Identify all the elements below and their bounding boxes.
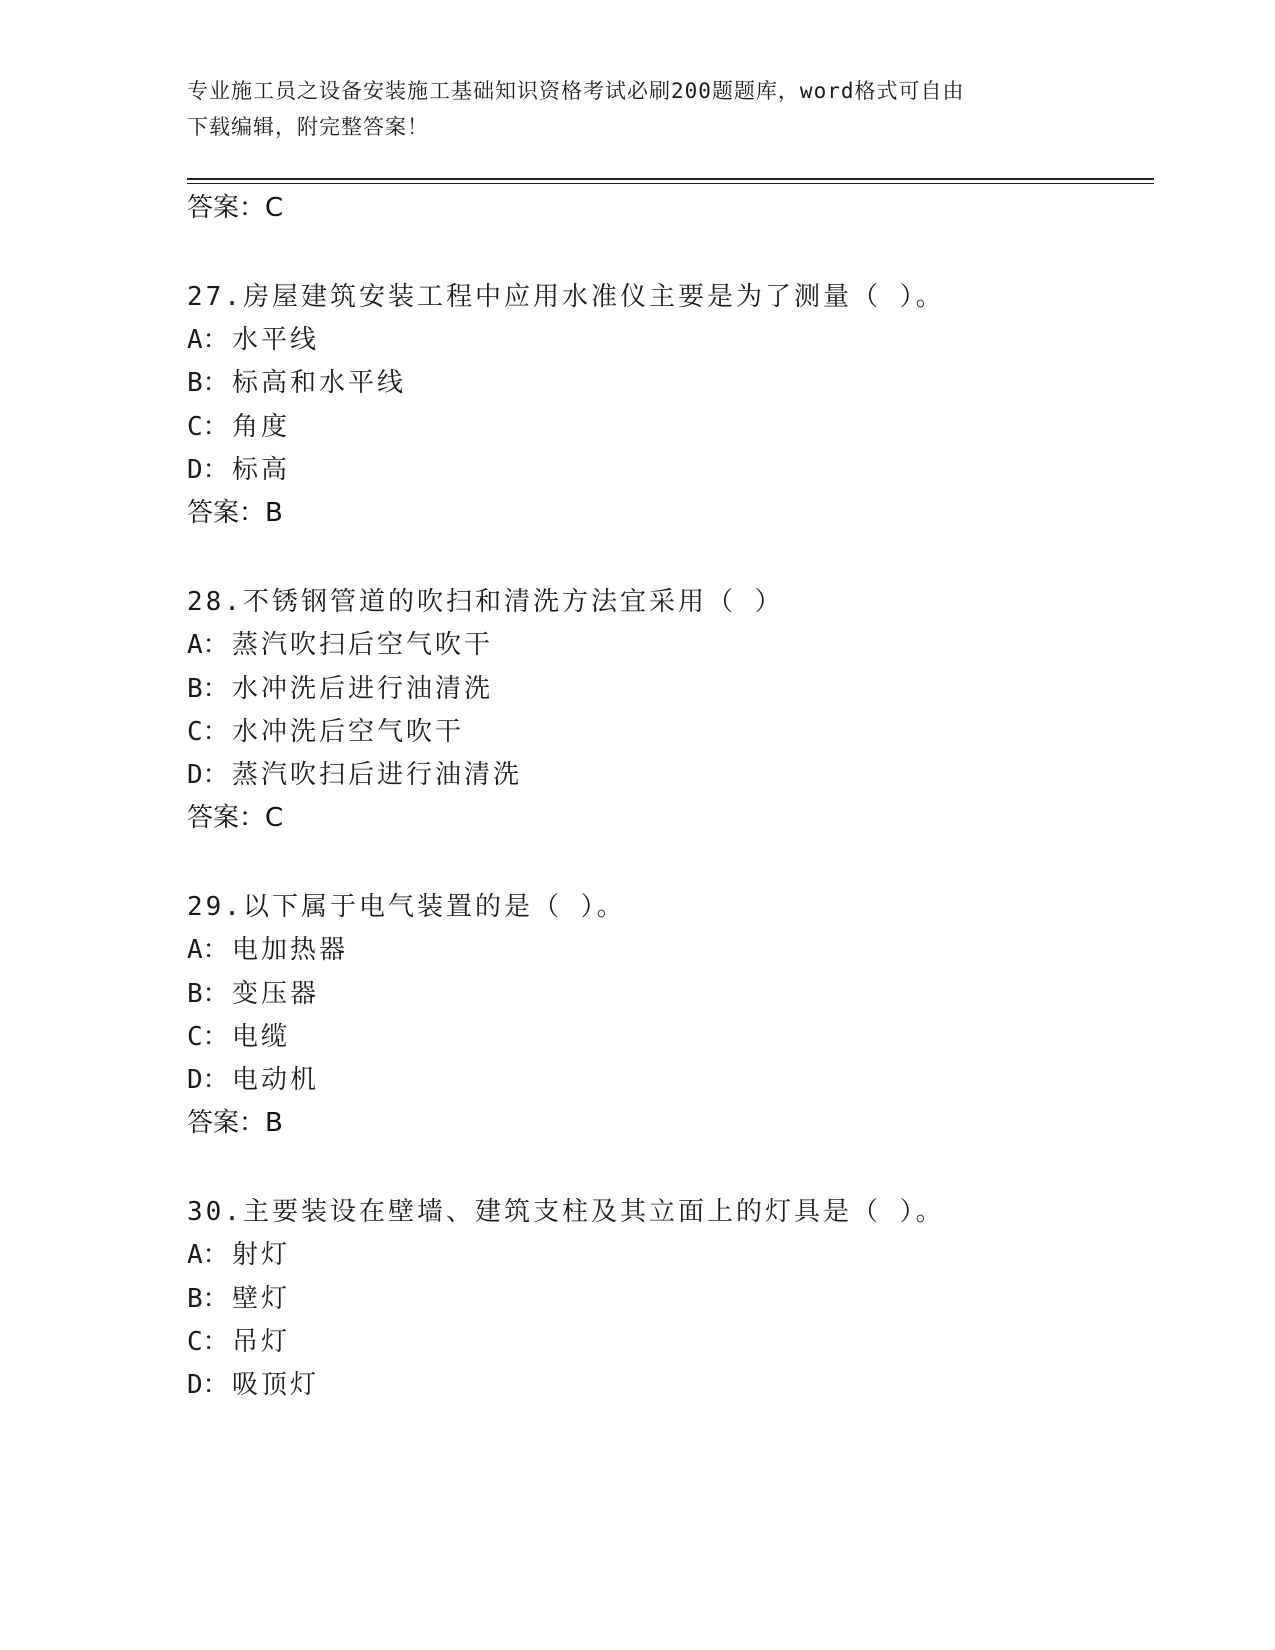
option-key: C： [187, 717, 229, 747]
option-text: 壁灯 [232, 1284, 291, 1314]
question-stem: 27.房屋建筑安装工程中应用水准仪主要是为了测量（ ）。 [187, 282, 945, 312]
header-line-2: 下载编辑，附完整答案！ [187, 115, 429, 139]
option-key: D： [187, 1065, 229, 1095]
option-key: C： [187, 1022, 229, 1052]
option-b [187, 366, 406, 400]
option-b [187, 672, 493, 706]
question-stem: 29.以下属于电气装置的是（ ）。 [187, 892, 626, 922]
option-b [187, 977, 319, 1011]
option-text: 水冲洗后进行油清洗 [232, 674, 494, 704]
option-c [187, 1325, 290, 1359]
question-stem: 28.不锈钢管道的吹扫和清洗方法宜采用（ ） [187, 587, 784, 617]
question-stem: 30.主要装设在壁墙、建筑支柱及其立面上的灯具是（ ）。 [187, 1197, 945, 1227]
option-d [187, 453, 290, 487]
option-key: D： [187, 760, 229, 790]
option-key: B： [187, 1284, 229, 1314]
option-c [187, 715, 464, 749]
option-text: 电缆 [232, 1022, 291, 1052]
option-c [187, 410, 290, 444]
option-text: 蒸汽吹扫后空气吹干 [232, 630, 494, 660]
option-text: 变压器 [232, 979, 320, 1009]
option-text: 吸顶灯 [232, 1370, 320, 1400]
option-a [187, 933, 348, 967]
option-text: 吊灯 [232, 1327, 291, 1357]
option-key: B： [187, 368, 229, 398]
document-header [187, 73, 1087, 145]
option-key: B： [187, 674, 229, 704]
option-d [187, 1063, 319, 1097]
option-text: 电加热器 [232, 935, 349, 965]
option-key: A： [187, 325, 229, 355]
option-c [187, 1020, 290, 1054]
option-key: B： [187, 979, 229, 1009]
option-text: 水平线 [232, 325, 320, 355]
answer-line: 答案：B [187, 498, 283, 528]
option-a [187, 1238, 290, 1272]
option-a [187, 323, 319, 357]
answer-line: 答案：B [187, 1108, 283, 1138]
option-text: 蒸汽吹扫后进行油清洗 [232, 760, 523, 790]
option-d [187, 758, 522, 792]
option-key: C： [187, 412, 229, 442]
option-d [187, 1368, 319, 1402]
option-a [187, 628, 493, 662]
option-key: C： [187, 1327, 229, 1357]
option-text: 角度 [232, 412, 291, 442]
option-text: 射灯 [232, 1240, 291, 1270]
option-key: D： [187, 455, 229, 485]
option-key: D： [187, 1370, 229, 1400]
answer-line: 答案：C [187, 803, 284, 833]
option-b [187, 1282, 290, 1316]
option-text: 标高 [232, 455, 291, 485]
option-key: A： [187, 1240, 229, 1270]
option-text: 标高和水平线 [232, 368, 407, 398]
option-key: A： [187, 630, 229, 660]
header-divider-thin [187, 183, 1154, 184]
header-divider-thick [187, 178, 1154, 180]
option-text: 水冲洗后空气吹干 [232, 717, 465, 747]
header-line-1: 专业施工员之设备安装施工基础知识资格考试必刷200题题库，word格式可自由 [187, 79, 965, 103]
answer-line: 答案：C [187, 193, 284, 223]
option-text: 电动机 [232, 1065, 320, 1095]
option-key: A： [187, 935, 229, 965]
